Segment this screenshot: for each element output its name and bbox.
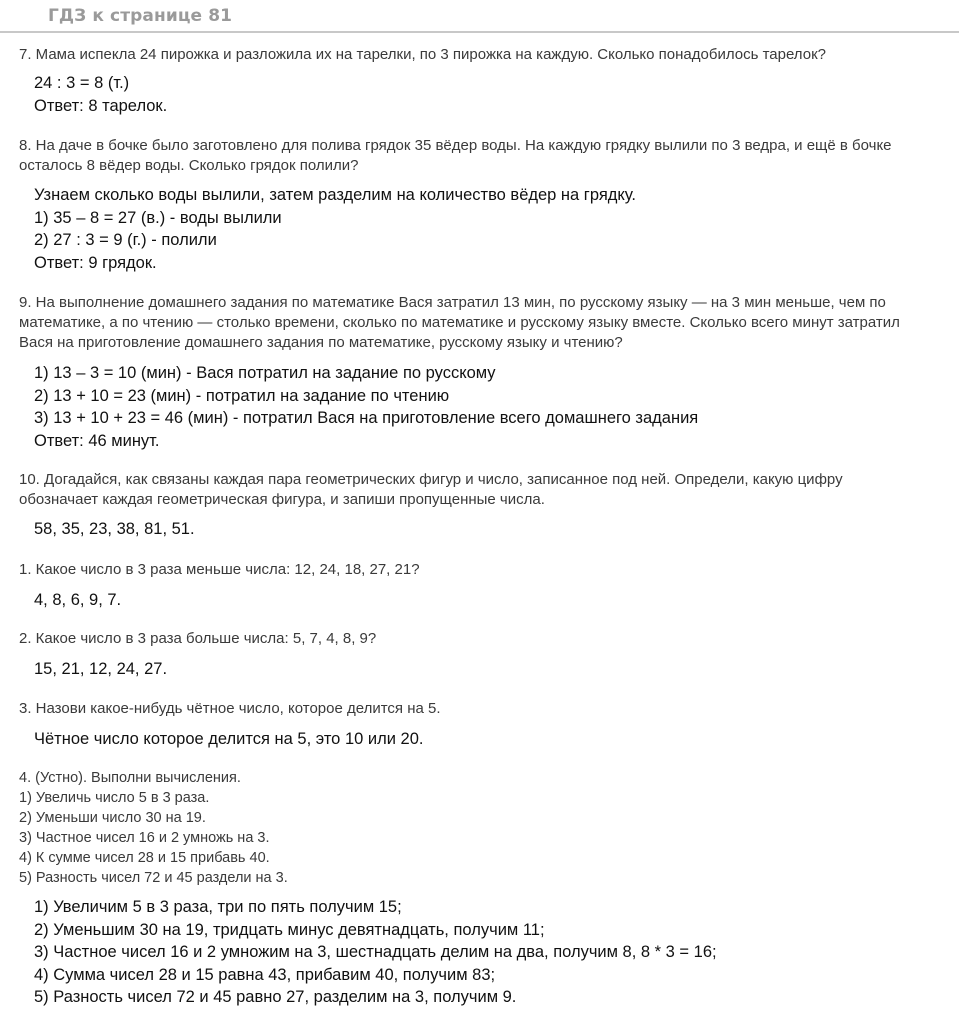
sub-2-answer [34,658,167,681]
question-line: математике, а по чтению — столько времени, сколько по математике и русскому языку вместе. Сколько всего минут затратил [19,314,900,331]
question-line: 2. Какое число в 3 раза больше числа: 5, 7, 4, 8, 9? [19,630,377,647]
page-header [0,0,959,33]
task-7-question [19,45,826,65]
question-line: 1. Какое число в 3 раза меньше числа: 12, 24, 18, 27, 21? [19,561,420,578]
question-line: 10. Догадайся, как связаны каждая пара геометрических фигур и число, записанное под ней. Определи, какую цифру [19,471,843,488]
answer-line: 58, 35, 23, 38, 81, 51. [34,520,195,538]
answer-line: Ответ: 46 минут. [34,431,160,450]
sub-4-question [19,768,288,888]
answer-line: 2) 13 + 10 = 23 (мин) - потратил на задание по чтению [34,386,450,405]
task-7-answer [34,72,167,117]
answer-line: Ответ: 9 грядок. [34,253,157,272]
question-line: 3) Частное чисел 16 и 2 умножь на 3. [19,830,270,846]
question-line: Вася на приготовление домашнего задания по математике, русскому языку и чтению? [19,334,623,351]
answer-line: 24 : 3 = 8 (т.) [34,74,130,92]
answer-line: 1) 35 – 8 = 27 (в.) - воды вылили [34,208,282,227]
task-9-question [19,293,900,353]
question-line: 1) Увеличь число 5 в 3 раза. [19,790,210,806]
question-line: 4. (Устно). Выполни вычисления. [19,770,241,786]
question-line: осталось 8 вёдер воды. Сколько грядок полили? [19,157,359,174]
page-title: ГДЗ к странице 81 [48,6,233,26]
answer-line: 2) Уменьшим 30 на 19, тридцать минус девятнадцать, получим 11; [34,920,545,939]
question-line: 5) Разность чисел 72 и 45 раздели на 3. [19,870,288,886]
answer-line: 4, 8, 6, 9, 7. [34,591,122,609]
sub-2-question [19,629,376,649]
question-line: 7. Мама испекла 24 пирожка и разложила их на тарелки, по 3 пирожка на каждую. Сколько понадобилось тарелок? [19,46,826,63]
answer-line: 5) Разность чисел 72 и 45 равно 27, разделим на 3, получим 9. [34,988,517,1006]
answer-line: 4) Сумма чисел 28 и 15 равна 43, прибавим 40, получим 83; [34,965,496,984]
question-line: 8. На даче в бочке было заготовлено для полива грядок 35 вёдер воды. На каждую грядку вылили по 3 ведра, и ещё в бочке [19,137,892,154]
answer-line: 15, 21, 12, 24, 27. [34,660,168,678]
task-9-answer [34,362,698,452]
question-line: обозначает каждая геометрическая фигура, и запиши пропущенные числа. [19,491,545,508]
question-line: 4) К сумме чисел 28 и 15 прибавь 40. [19,850,270,866]
task-10-question [19,470,843,510]
sub-1-answer [34,589,121,612]
answer-line: Узнаем сколько воды вылили, затем разделим на количество вёдер на грядку. [34,186,636,204]
answer-line: 3) Частное чисел 16 и 2 умножим на 3, шестнадцать делим на два, получим 8, 8 * 3 = 16; [34,943,717,961]
question-line: 3. Назови какое-нибудь чётное число, которое делится на 5. [19,700,441,717]
answer-line: 1) Увеличим 5 в 3 раза, три по пять получим 15; [34,898,402,916]
sub-1-question [19,560,420,580]
sub-3-answer [34,728,423,751]
task-8-answer [34,184,636,274]
answer-line: 2) 27 : 3 = 9 (г.) - полили [34,231,217,249]
answer-line: Чётное число которое делится на 5, это 10 или 20. [34,730,424,748]
answer-line: Ответ: 8 тарелок. [34,96,168,115]
task-8-question [19,136,892,176]
sub-4-answer [34,896,717,1009]
sub-3-question [19,699,441,719]
answer-line: 3) 13 + 10 + 23 = 46 (мин) - потратил Вася на приготовление всего домашнего задания [34,409,699,427]
question-line: 2) Уменьши число 30 на 19. [19,810,206,826]
task-10-answer [34,518,195,541]
answer-line: 1) 13 – 3 = 10 (мин) - Вася потратил на задание по русскому [34,364,496,382]
question-line: 9. На выполнение домашнего задания по математике Вася затратил 13 мин, по русскому языку — на 3 мин меньше, чем по [19,294,886,311]
